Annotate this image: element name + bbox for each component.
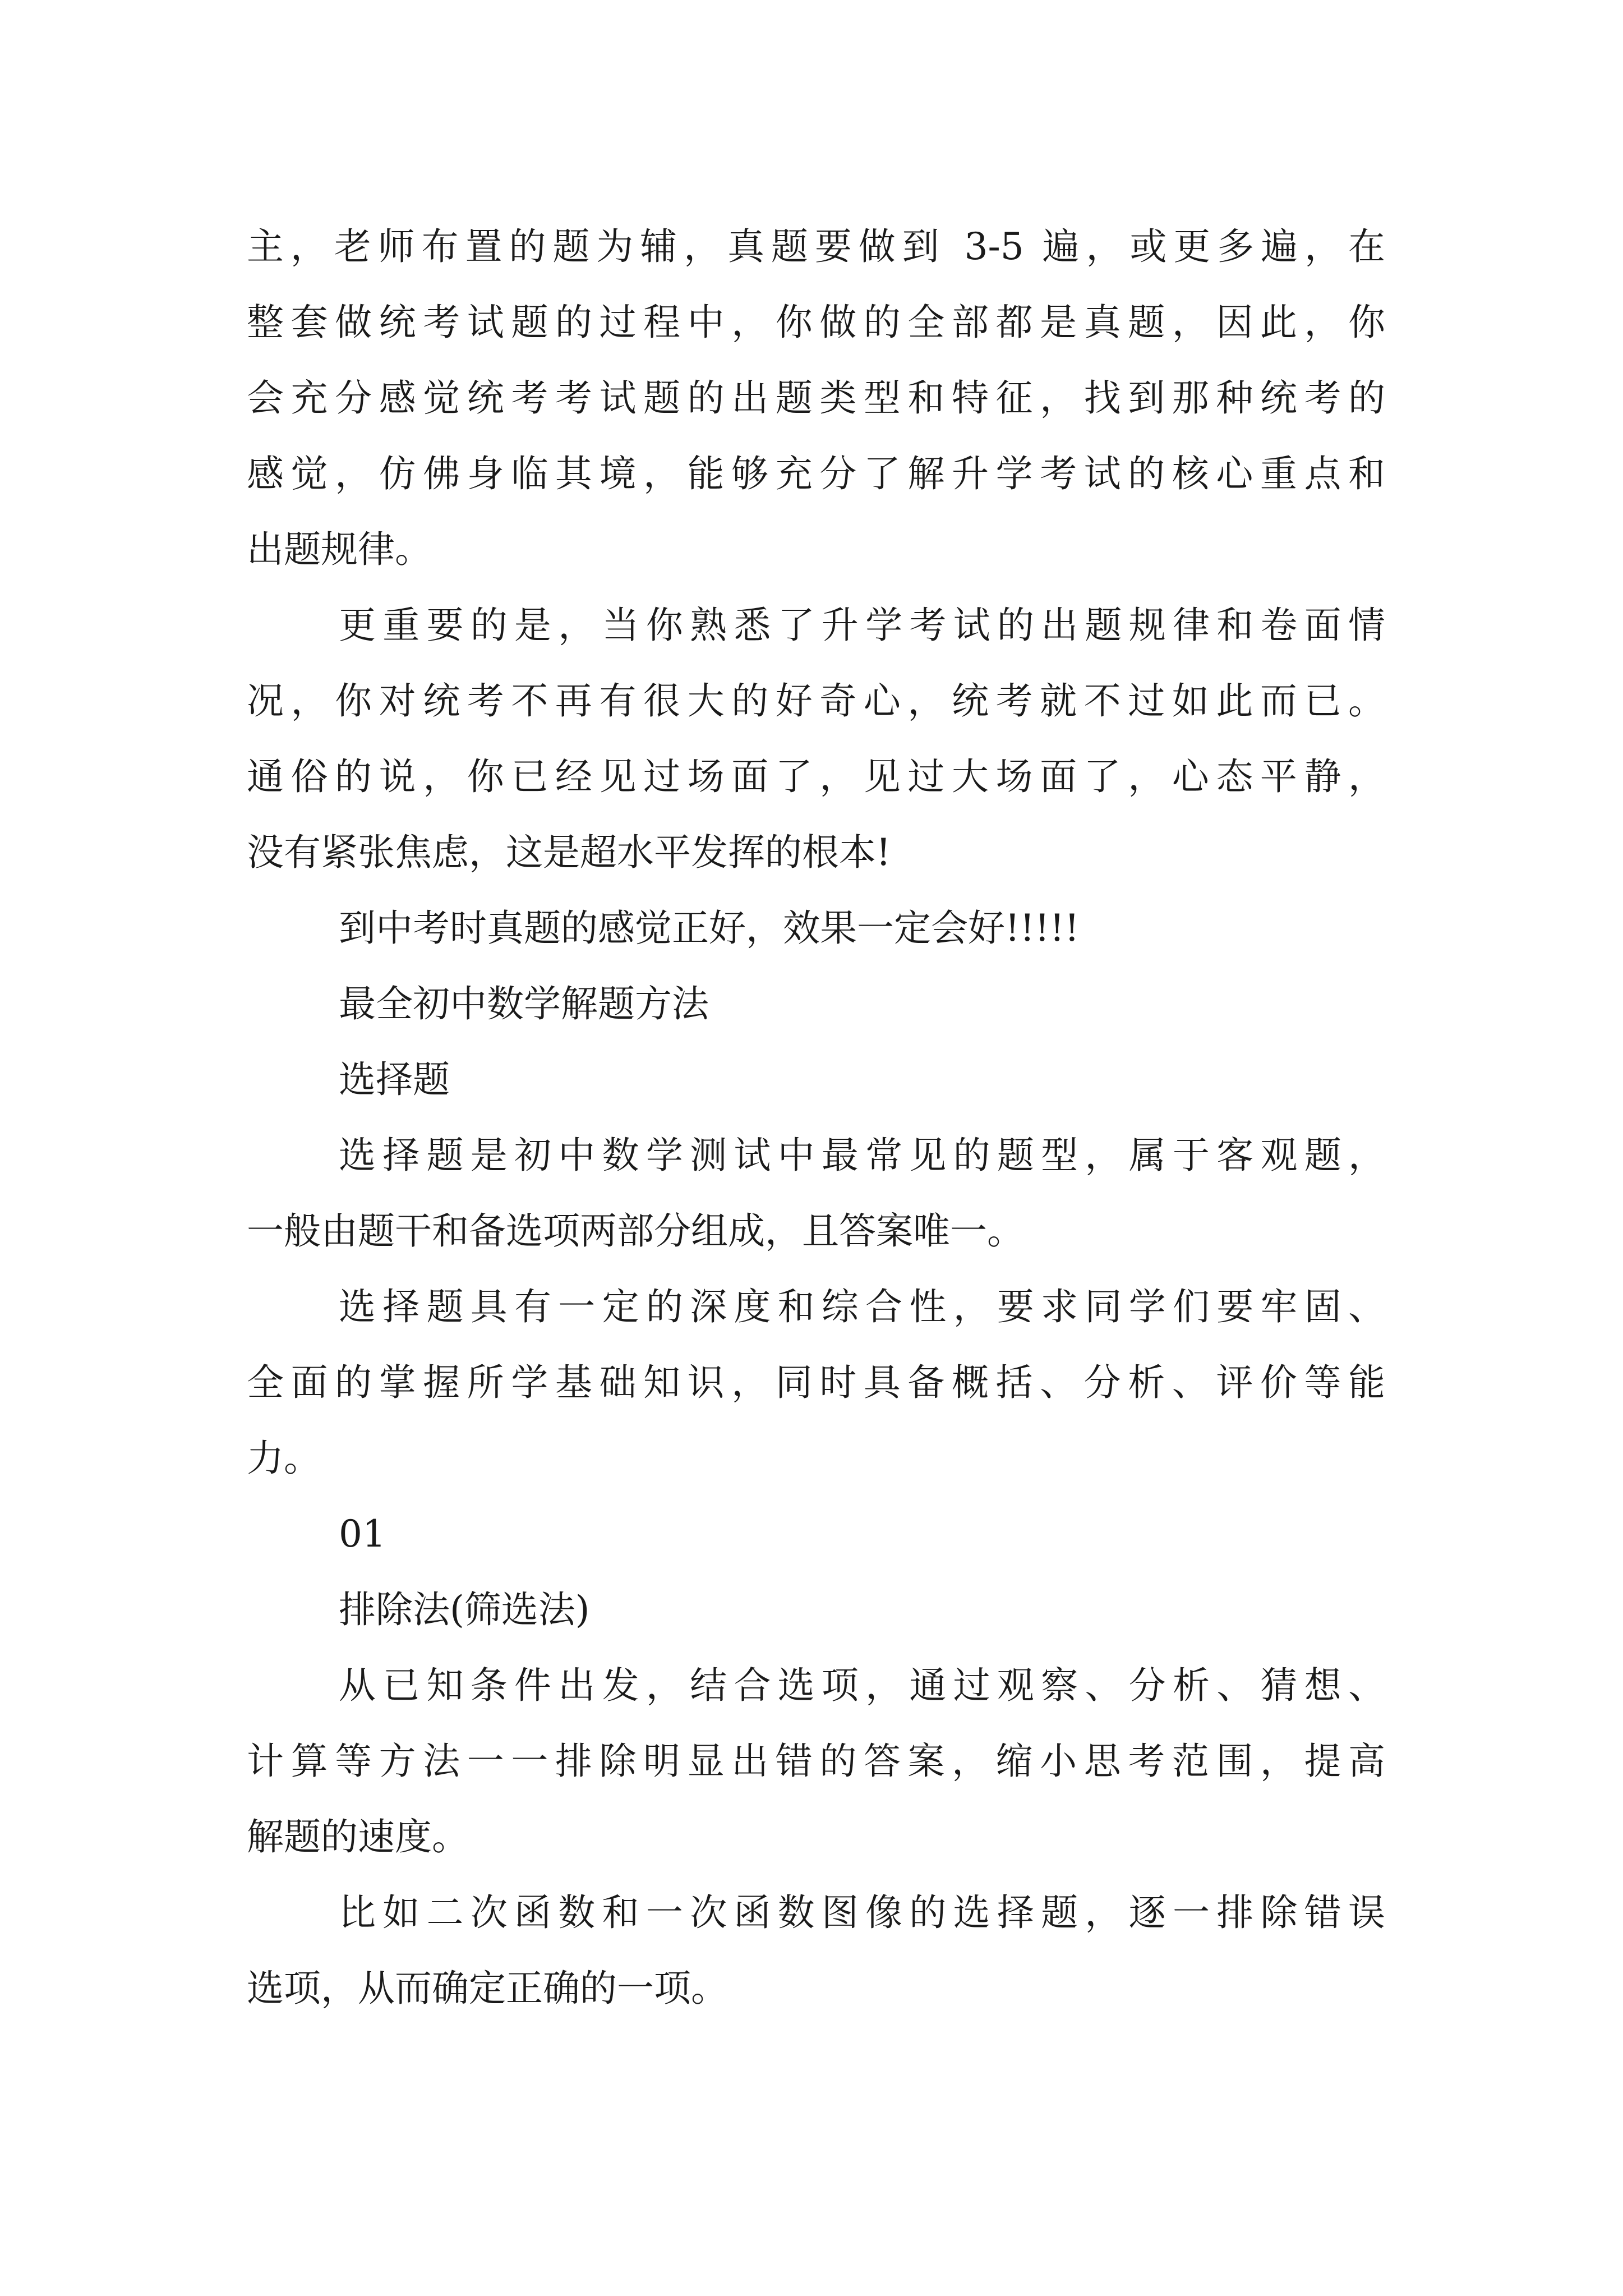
text-line: 出题规律。 [247, 528, 432, 571]
text-line: 到中考时真题的感觉正好，效果一定会好!!!!! [339, 907, 1080, 950]
text-line: 计算等方法一一排除明显出错的答案，缩小思考范围，提高 [247, 1740, 1385, 1783]
section-heading: 最全初中数学解题方法 [339, 982, 709, 1025]
text-line: 选项，从而确定正确的一项。 [247, 1967, 728, 2010]
text-line: 解题的速度。 [247, 1815, 469, 1858]
text-line: 一般由题干和备选项两部分组成，且答案唯一。 [247, 1209, 1024, 1253]
text-line: 况，你对统考不再有很大的好奇心，统考就不过如此而已。 [247, 679, 1385, 723]
item-number: 01 [339, 1512, 386, 1556]
text-line: 整套做统考试题的过程中，你做的全部都是真题，因此，你 [247, 301, 1385, 344]
text-line: 比如二次函数和一次函数图像的选择题，逐一排除错误 [339, 1891, 1385, 1934]
text-line: 选择题具有一定的深度和综合性，要求同学们要牢固、 [339, 1285, 1385, 1328]
text-line: 主，老师布置的题为辅，真题要做到 3-5 遍，或更多遍，在 [247, 225, 1385, 268]
text-line: 没有紧张焦虑，这是超水平发挥的根本! [247, 831, 891, 874]
text-line: 更重要的是，当你熟悉了升学考试的出题规律和卷面情 [339, 604, 1385, 647]
text-line: 选择题是初中数学测试中最常见的题型，属于客观题， [339, 1134, 1385, 1177]
text-line: 全面的掌握所学基础知识，同时具备概括、分析、评价等能 [247, 1361, 1385, 1404]
text-line: 感觉，仿佛身临其境，能够充分了解升学考试的核心重点和 [247, 452, 1385, 495]
text-line: 力。 [247, 1437, 321, 1480]
text-line: 通俗的说，你已经见过场面了，见过大场面了，心态平静， [247, 755, 1385, 798]
method-heading: 排除法(筛选法) [339, 1588, 590, 1631]
text-line: 从已知条件出发，结合选项，通过观察、分析、猜想、 [339, 1664, 1385, 1707]
text-line: 会充分感觉统考考试题的出题类型和特征，找到那种统考的 [247, 376, 1385, 420]
subsection-heading: 选择题 [339, 1058, 450, 1101]
